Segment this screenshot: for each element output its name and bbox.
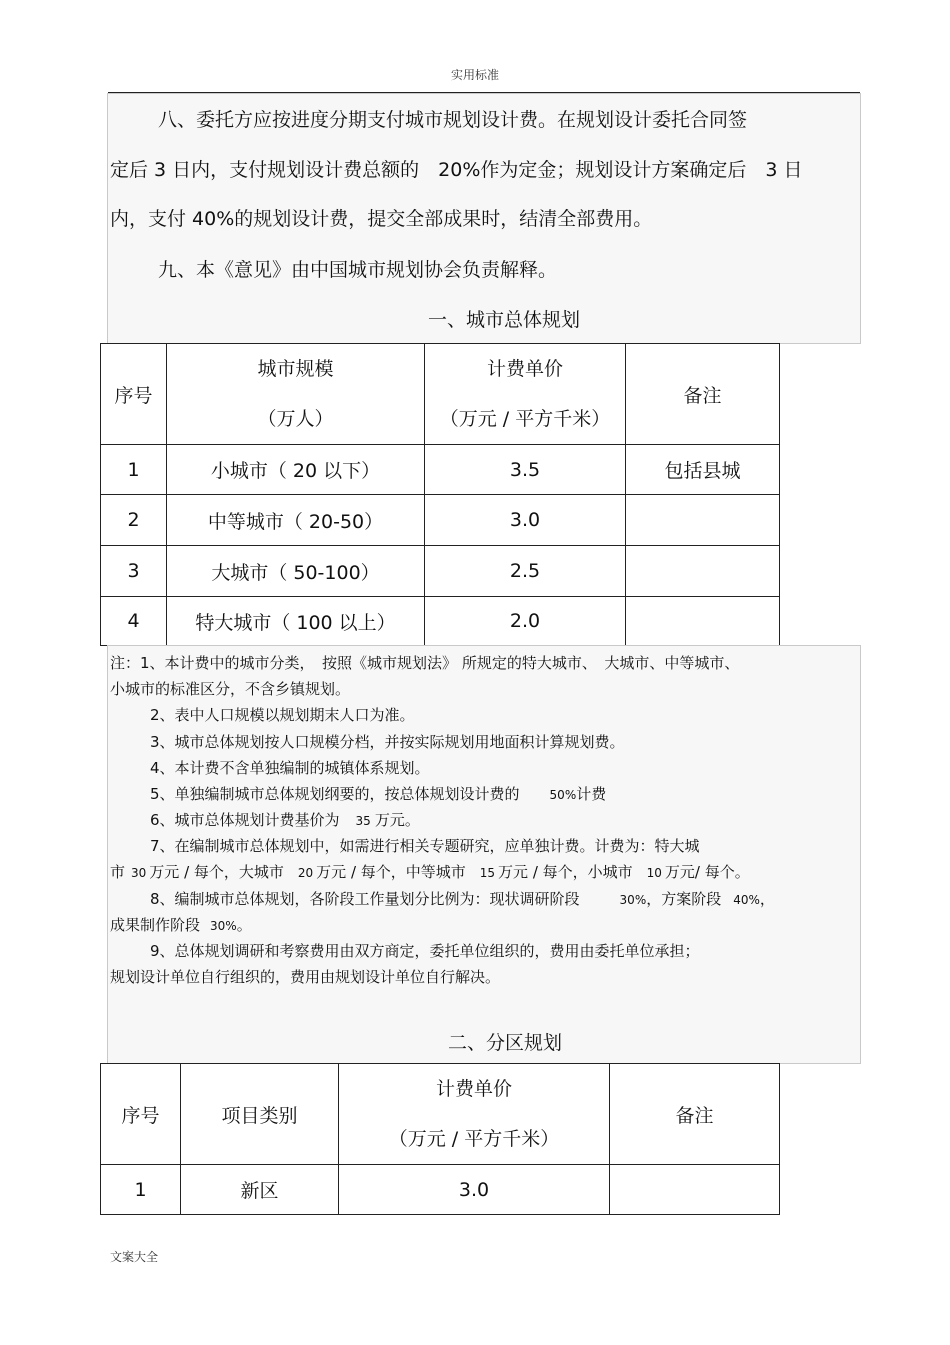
- note-9-line-2: 规划设计单位自行组织的，费用由规划设计单位自行解决。: [110, 968, 501, 986]
- section-2-title: 二、分区规划: [447, 1032, 562, 1054]
- header-remarks: 备注: [626, 344, 780, 445]
- note-1-line-2: 小城市的标准区分，不含乡镇规划。: [110, 680, 351, 698]
- note-5: 5、单独编制城市总体规划纲要的，按总体规划设计费的 50%计费: [150, 785, 607, 803]
- cell-price: 3.5: [425, 445, 626, 495]
- cell-price: 3.0: [425, 495, 626, 546]
- note-1-line-1: 注：1、本计费中的城市分类， 按照《城市规划法》 所规定的特大城市、 大城市、中等城市、: [110, 654, 740, 672]
- cell-price: 3.0: [339, 1165, 610, 1215]
- note-8-line-1: 8、编制城市总体规划，各阶段工作量划分比例为：现状调研阶段 30%，方案阶段 40%，: [150, 890, 775, 908]
- cell-seq: 1: [101, 445, 167, 495]
- paragraph-8-line-3: 内，支付 40%的规划设计费，提交全部成果时，结清全部费用。: [110, 208, 653, 230]
- page-footer: 文案大全: [110, 1250, 159, 1264]
- header-unit-price: 计费单价 （万元 / 平方千米）: [339, 1064, 610, 1165]
- header-unit-price: 计费单价 （万元 / 平方千米）: [425, 344, 626, 445]
- cell-note: 包括县城: [626, 445, 780, 495]
- note-7-line-2: 市 30 万元 / 每个，大城市 20 万元 / 每个，中等城市 15 万元 / 每个，小城市 10 万元/ 每个。: [110, 863, 750, 881]
- paragraph-8-line-1: 八、委托方应按进度分期支付城市规划设计费。在规划设计委托合同签: [158, 109, 748, 131]
- note-8-line-2: 成果制作阶段 30%。: [110, 916, 252, 934]
- cell-scale: 特大城市（ 100 以上）: [167, 597, 425, 646]
- header-seq: 序号: [101, 344, 167, 445]
- header-seq: 序号: [101, 1064, 181, 1165]
- header-city-scale: 城市规模 （万人）: [167, 344, 425, 445]
- note-7-line-1: 7、在编制城市总体规划中，如需进行相关专题研究，应单独计费。计费为：特大城: [150, 837, 700, 855]
- paragraph-9: 九、本《意见》由中国城市规划协会负责解释。: [158, 259, 558, 281]
- note-2: 2、表中人口规模以规划期末人口为准。: [150, 706, 415, 724]
- table-row: [101, 1165, 780, 1215]
- note-3: 3、城市总体规划按人口规模分档，并按实际规划用地面积计算规划费。: [150, 733, 625, 751]
- cell-scale: 中等城市（ 20-50）: [167, 495, 425, 546]
- note-9-line-1: 9、总体规划调研和考察费用由双方商定，委托单位组织的，费用由委托单位承担；: [150, 942, 700, 960]
- cell-scale: 小城市（ 20 以下）: [167, 445, 425, 495]
- cell-seq: 3: [101, 546, 167, 597]
- cell-price: 2.0: [425, 597, 626, 646]
- cell-seq: 1: [101, 1165, 181, 1215]
- cell-note: [610, 1165, 780, 1215]
- table-header-row: [101, 1064, 780, 1165]
- section-1-title: 一、城市总体规划: [427, 309, 580, 331]
- page-header: 实用标准: [450, 68, 499, 82]
- cell-scale: 大城市（ 50-100）: [167, 546, 425, 597]
- cell-seq: 2: [101, 495, 167, 546]
- header-category: 项目类别: [181, 1064, 339, 1165]
- cell-price: 2.5: [425, 546, 626, 597]
- district-plan-fee-table: [100, 1063, 780, 1215]
- cell-category: 新区: [181, 1165, 339, 1215]
- header-remarks: 备注: [610, 1064, 780, 1165]
- paragraph-8-line-2: 定后 3 日内，支付规划设计费总额的 20%作为定金；规划设计方案确定后 3 日: [110, 159, 803, 181]
- note-6: 6、城市总体规划计费基价为 35 万元。: [150, 811, 420, 829]
- cell-seq: 4: [101, 597, 167, 646]
- note-4: 4、本计费不含单独编制的城镇体系规划。: [150, 759, 430, 777]
